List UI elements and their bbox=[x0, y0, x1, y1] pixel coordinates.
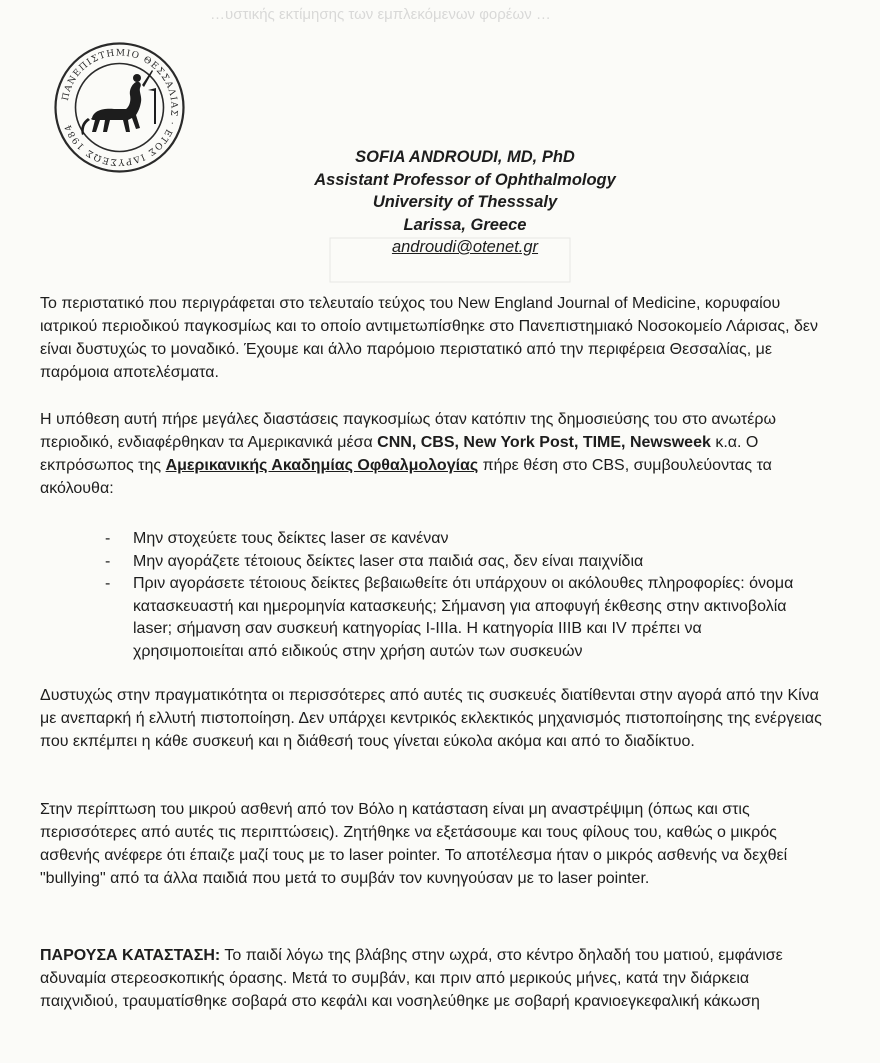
paragraph-5 bbox=[40, 944, 830, 1013]
advice-list bbox=[95, 528, 815, 663]
paragraph-3: Δυστυχώς στην πραγματικότητα οι περισσότερες από αυτές τις συσκευές διατίθενται στην αγορά από την Κίνα με ανεπαρκή ή ελλυτή πιστοποίηση. Δεν υπάρχει κεντρικός εκλεκτικός μηχανισμός πιστοποίησης της ενέργειας που εκπέμπει η κάθε συσκευή και η διάθεσή τους γίνεται εύκολα ακόμα και από το διαδίκτυο. bbox=[40, 687, 822, 750]
paragraph-1: Το περιστατικό που περιγράφεται στο τελευταίο τεύχος του New England Journal of Medicine, κορυφαίου ιατρικού περιοδικού παγκοσμίως και το οποίο αντιμετωπίσθηκε στο Πανεπιστημιακό Νοσοκομείο Λάρισας, δεν είναι δυστυχώς το μοναδικό. Έχουμε και άλλο παρόμοιο περιστατικό από την περιφέρεια Θεσσαλίας, με παρόμοια αποτελέσματα. bbox=[40, 295, 819, 381]
status-label: ΠΑΡΟΥΣΑ ΚΑΤΑΣΤΑΣΗ: bbox=[40, 947, 221, 964]
list-item-text: Πριν αγοράσετε τέτοιους δείκτες βεβαιωθείτε ότι υπάρχουν οι ακόλουθες πληροφορίες: όνομα κατασκευαστή και ημερομηνία κατασκευής; Σήμανση για αποφυγή έκθεσης στην ακτινοβολία laser; σήμανση σαν συσκευή κατηγορίας I-IIIa. Η κατηγορία IIIB και IV πρέπει να χρησιμοποιείται από ειδικούς στην χρήση αυτών των συσκευών bbox=[133, 575, 794, 660]
list-item bbox=[95, 573, 815, 663]
svg-text:ΠΑΝΕΠΙΣΤΗΜΙΟ ΘΕΣΣΑΛΙΑΣ · ΕΤΟΣ bbox=[61, 48, 179, 166]
list-item-text: Μην αγοράζετε τέτοιους δείκτες laser στα παιδιά σας, δεν είναι παιχνίδια bbox=[133, 552, 644, 570]
paragraph-2-part1: Η υπόθεση αυτή πήρε μεγάλες διαστάσεις παγκοσμίως όταν κατόπιν της δημοσιεύσης του στο ανωτέρω περιοδικό, ενδιαφέρθηκαν τα Αμερικανικά μέσα bbox=[40, 411, 776, 451]
media-list: CNN, CBS, New York Post, TIME, Newsweek bbox=[377, 434, 711, 451]
author-city: Larissa, Greece bbox=[403, 215, 527, 234]
bleed-through-text: …υστικής εκτίμησης των εμπλεκόμενων φορέων … bbox=[210, 6, 551, 23]
list-item bbox=[95, 551, 815, 574]
author-position: Assistant Professor of Ophthalmology bbox=[314, 170, 616, 189]
status-text: Το παιδί λόγω της βλάβης στην ωχρά, στο κέντρο δηλαδή του ματιού, εμφάνισε αδυναμία στερεοσκοπικής όρασης. Μετά το συμβάν, και πριν από μερικούς μήνες, κατά την διάρκεια παιχνιδιού, τραυματίσθηκε σοβαρά στο κεφάλι και νοσηλεύθηκε με σοβαρή κρανιοεγκεφαλική κάκωση bbox=[40, 947, 783, 1010]
paragraph-4: Στην περίπτωση του μικρού ασθενή από τον Βόλο η κατάσταση είναι μη αναστρέψιμη (όπως και στις περισσότερες από αυτές τις περιπτώσεις). Ζητήθηκε να εξετάσουμε και τους φίλους του, καθώς ο μικρός ασθενής ανέφερε ότι έπαιζε μαζί τους με το laser pointer. Το αποτέλεσμα ήταν ο μικρός ασθενής να δεχθεί "bullying" από τα άλλα παιδιά που μετά το συμβάν τον κυνηγούσαν με το laser pointer. bbox=[40, 801, 788, 887]
bullet-marker: - bbox=[105, 552, 111, 570]
bullet-marker: - bbox=[105, 575, 111, 592]
paragraph-2-part2: κ.α. Ο εκπρόσωπος της bbox=[40, 434, 759, 474]
author-name: SOFIA ANDROUDI, MD, PhD bbox=[355, 148, 575, 166]
academy-name: Αμερικανικής Ακαδημίας Οφθαλμολογίας bbox=[165, 457, 479, 474]
seal-ring-text: ΠΑΝΕΠΙΣΤΗΜΙΟ ΘΕΣΣΑΛΙΑΣ · ΕΤΟΣ ΙΔΡΥΣΕΩΣ 1984 bbox=[60, 48, 179, 167]
paragraph-2 bbox=[40, 408, 830, 500]
university-seal-logo bbox=[52, 40, 187, 175]
list-item bbox=[95, 528, 815, 551]
letter-header bbox=[255, 146, 675, 259]
bullet-marker: - bbox=[105, 530, 111, 547]
centaur-icon bbox=[81, 70, 156, 135]
author-email-link[interactable]: androudi@otenet.gr bbox=[391, 238, 539, 256]
list-item-text: Μην στοχεύετε τους δείκτες laser σε κανέναν bbox=[133, 530, 449, 547]
author-university: University of Thesssaly bbox=[372, 193, 558, 211]
paragraph-2-part3: πήρε θέση στο CBS, συμβουλεύοντας τα ακόλουθα: bbox=[40, 457, 772, 497]
